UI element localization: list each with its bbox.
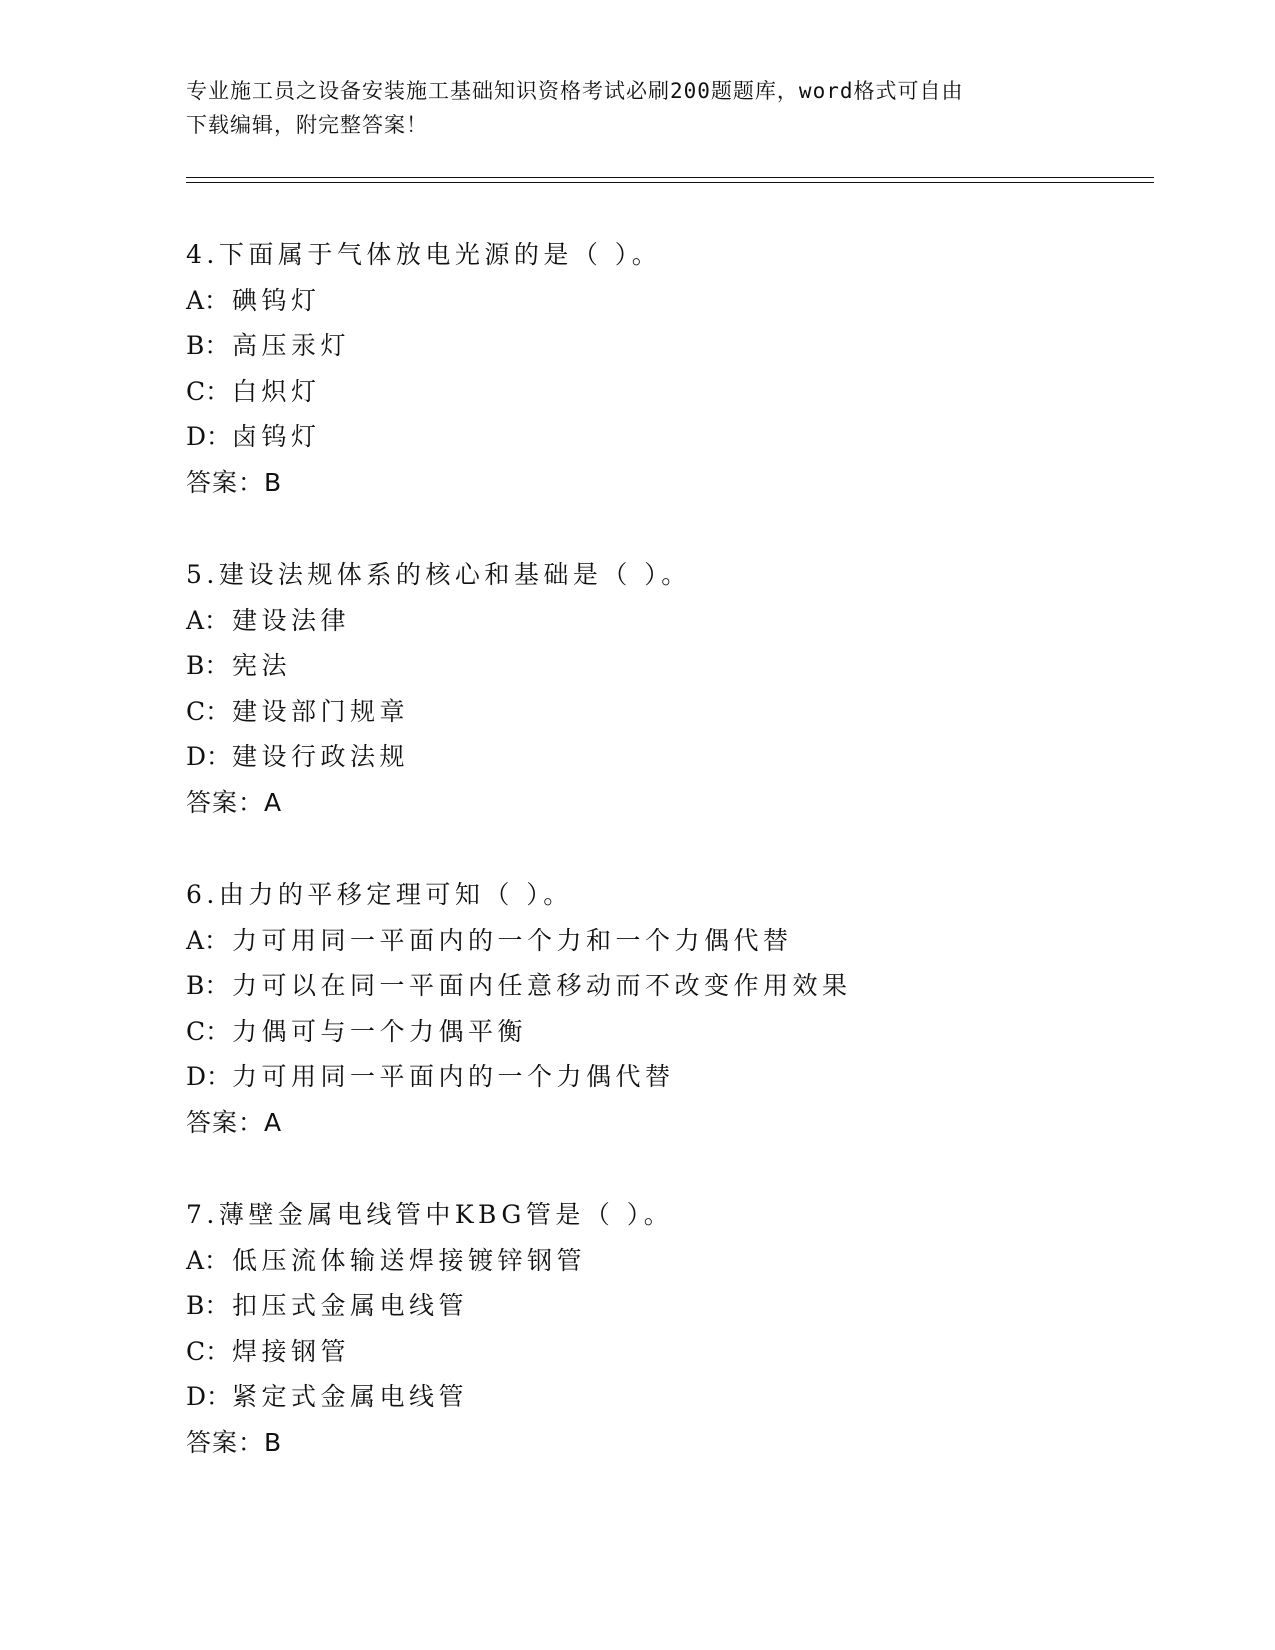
question-stem: 6.由力的平移定理可知（ ）。 xyxy=(186,880,573,909)
question-4 xyxy=(186,232,1146,552)
option-text: 卤钨灯 xyxy=(232,422,321,451)
option-letter: C： xyxy=(186,376,231,406)
option-letter: D： xyxy=(186,1382,232,1411)
question-stem: 4.下面属于气体放电光源的是（ ）。 xyxy=(186,240,662,269)
option-text: 焊接钢管 xyxy=(232,1336,351,1366)
option-c xyxy=(186,1009,1146,1055)
option-text: 紧定式金属电线管 xyxy=(232,1382,469,1411)
option-a xyxy=(186,918,1146,964)
question-5 xyxy=(186,552,1146,872)
option-text: 扣压式金属电线管 xyxy=(232,1291,469,1320)
option-letter: C： xyxy=(186,1336,231,1366)
option-a xyxy=(186,598,1146,644)
option-a xyxy=(186,1238,1146,1284)
option-letter: C： xyxy=(186,1016,231,1046)
question-list xyxy=(186,232,1146,1512)
option-d xyxy=(186,414,1146,460)
option-b xyxy=(186,323,1146,369)
question-7 xyxy=(186,1192,1146,1512)
option-text: 建设法律 xyxy=(232,605,351,635)
header-divider-bottom xyxy=(186,182,1154,183)
option-text: 力可以在同一平面内任意移动而不改变作用效果 xyxy=(232,971,852,1000)
answer-line: 答案：A xyxy=(186,787,283,817)
option-d xyxy=(186,734,1146,780)
answer-line: 答案：A xyxy=(186,1107,283,1137)
option-text: 宪法 xyxy=(232,651,292,680)
option-letter: D： xyxy=(186,1062,232,1091)
option-text: 建设行政法规 xyxy=(232,742,410,771)
question-6 xyxy=(186,872,1146,1192)
document-header xyxy=(186,74,1066,142)
option-b xyxy=(186,643,1146,689)
option-d xyxy=(186,1054,1146,1100)
option-c xyxy=(186,369,1146,415)
header-divider-top xyxy=(186,177,1154,178)
option-letter: C： xyxy=(186,696,231,726)
option-text: 力可用同一平面内的一个力偶代替 xyxy=(232,1062,675,1091)
option-text: 碘钨灯 xyxy=(232,285,321,315)
option-c xyxy=(186,1329,1146,1375)
option-letter: B： xyxy=(186,651,230,680)
option-letter: B： xyxy=(186,971,230,1000)
question-stem: 7.薄壁金属电线管中KBG管是（ ）。 xyxy=(186,1200,674,1229)
option-letter: A： xyxy=(186,1245,230,1275)
answer-line: 答案：B xyxy=(186,467,283,497)
answer-line: 答案：B xyxy=(186,1427,283,1457)
question-stem: 5.建设法规体系的核心和基础是（ ）。 xyxy=(186,560,691,589)
option-letter: A： xyxy=(186,925,230,955)
header-title-line-1: 专业施工员之设备安装施工基础知识资格考试必刷200题题库，word格式可自由 xyxy=(186,79,964,103)
option-letter: D： xyxy=(186,742,232,771)
option-b xyxy=(186,1283,1146,1329)
option-letter: B： xyxy=(186,331,230,360)
option-text: 力可用同一平面内的一个力和一个力偶代替 xyxy=(232,925,793,955)
option-d xyxy=(186,1374,1146,1420)
option-text: 白炽灯 xyxy=(232,376,321,406)
option-text: 力偶可与一个力偶平衡 xyxy=(232,1016,528,1046)
option-letter: B： xyxy=(186,1291,230,1320)
option-letter: A： xyxy=(186,285,230,315)
option-b xyxy=(186,963,1146,1009)
option-text: 建设部门规章 xyxy=(232,696,410,726)
option-text: 高压汞灯 xyxy=(232,331,351,360)
header-title-line-2: 下载编辑，附完整答案！ xyxy=(186,113,428,137)
option-text: 低压流体输送焊接镀锌钢管 xyxy=(232,1245,587,1275)
option-letter: A： xyxy=(186,605,230,635)
option-c xyxy=(186,689,1146,735)
option-a xyxy=(186,278,1146,324)
option-letter: D： xyxy=(186,422,232,451)
